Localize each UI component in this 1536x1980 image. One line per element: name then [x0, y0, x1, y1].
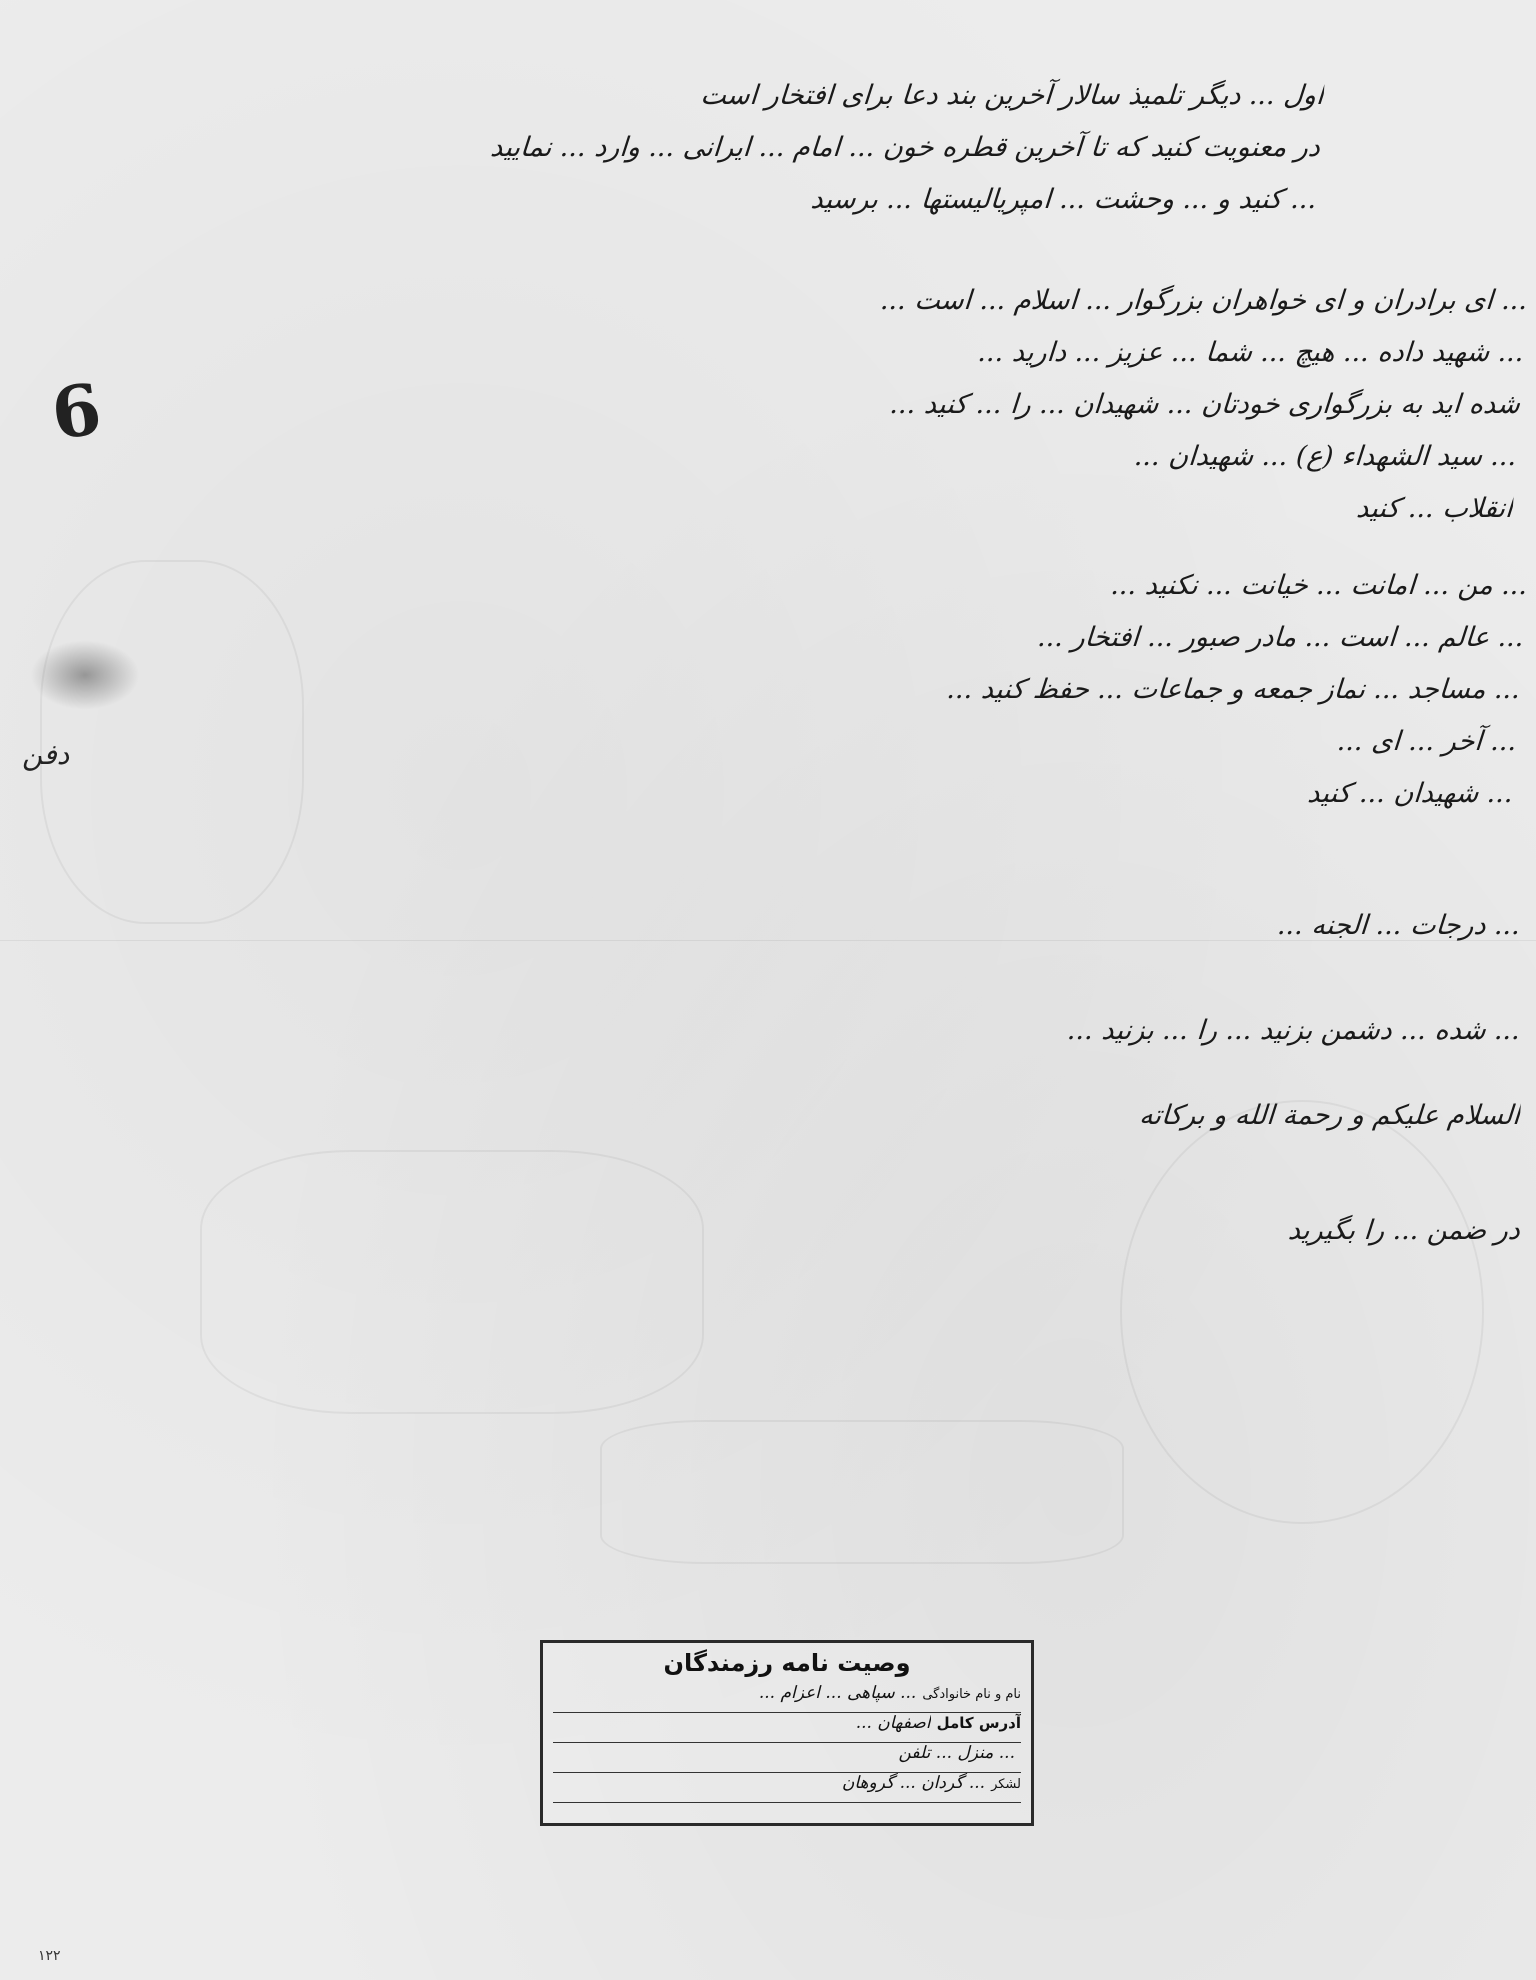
handwritten-line: ... شهیدان ... کنید	[1306, 778, 1514, 809]
handwritten-line: ... کنید و ... وحشت ... امپریالیستها ... برسید	[809, 184, 1318, 215]
stamp-label: لشکر	[991, 1777, 1021, 1792]
handwritten-line: ... مساجد ... نماز جمعه و جماعات ... حفظ کنید ...	[945, 674, 1522, 705]
stamp-row-address	[553, 1713, 1021, 1743]
closing-salutation	[898, 1090, 1522, 1142]
stamp-label: نام و نام خانوادگی	[922, 1687, 1021, 1702]
handwritten-line: ... عالم ... است ... مادر صبور ... افتخار ...	[1036, 622, 1525, 653]
handwritten-line: السلام علیکم و رحمة الله و برکاته	[1138, 1100, 1522, 1131]
paragraph-2	[181, 275, 1529, 535]
handwritten-line: ... سید الشهداء (ع) ... شهیدان ...	[1133, 441, 1518, 472]
handwritten-line: در ضمن ... را بگیرید	[1287, 1215, 1522, 1246]
handwritten-line: انقلاب ... کنید	[1355, 493, 1514, 524]
stamp-value: ... منزل ... تلفن	[898, 1743, 1015, 1763]
paragraph-3	[181, 560, 1529, 820]
show-through-shape	[1120, 1100, 1484, 1524]
stamp-row-name	[553, 1683, 1021, 1713]
paragraph-1	[185, 70, 1326, 226]
ink-smudge	[30, 640, 140, 710]
stamp-title: وصیت نامه رزمندگان	[663, 1649, 911, 1677]
margin-word: دفن	[22, 738, 70, 771]
handwritten-line: ... شده ... دشمن بزنید ... را ... بزنید ...	[1066, 1015, 1522, 1046]
postscript	[1028, 1205, 1522, 1257]
handwritten-line: ... آخر ... ای ...	[1336, 726, 1518, 757]
stamp-value: ... سپاهی ... اعزام ...	[758, 1683, 917, 1703]
stamp-value: اصفهان ...	[855, 1713, 931, 1733]
handwritten-line: ... درجات ... الجنه ...	[1276, 910, 1522, 941]
show-through-shape	[200, 1150, 704, 1414]
paragraph-4	[298, 900, 1522, 952]
handwritten-line: شده اید به بزرگواری خودتان ... شهیدان ... را ... کنید ...	[888, 389, 1522, 420]
paragraph-5	[428, 1005, 1522, 1057]
show-through-shape	[600, 1420, 1124, 1564]
handwritten-line: ... ای برادران و ای خواهران بزرگوار ... اسلام ... است ...	[879, 285, 1529, 316]
stamp-value: ... گردان ... گروهان	[841, 1773, 986, 1793]
stamp-row-unit	[553, 1773, 1021, 1803]
stamp-label: آدرس کامل	[936, 1714, 1021, 1732]
will-stamp	[540, 1640, 1034, 1826]
handwritten-line: ... شهید داده ... هیچ ... شما ... عزیز ... دارید ...	[976, 337, 1525, 368]
stamp-row-address-2	[553, 1743, 1021, 1773]
margin-number: 6	[46, 367, 107, 456]
corner-page-mark: ۱۲۲	[38, 1948, 61, 1964]
handwritten-line: در معنویت کنید که تا آخرین قطره خون ... امام ... ایرانی ... وارد ... نمایید	[489, 132, 1322, 163]
handwritten-line: اول ... دیگر تلمیذ سالار آخرین بند دعا برای افتخار است	[699, 80, 1325, 111]
handwritten-line: ... من ... امانت ... خیانت ... نکنید ...	[1109, 570, 1529, 601]
